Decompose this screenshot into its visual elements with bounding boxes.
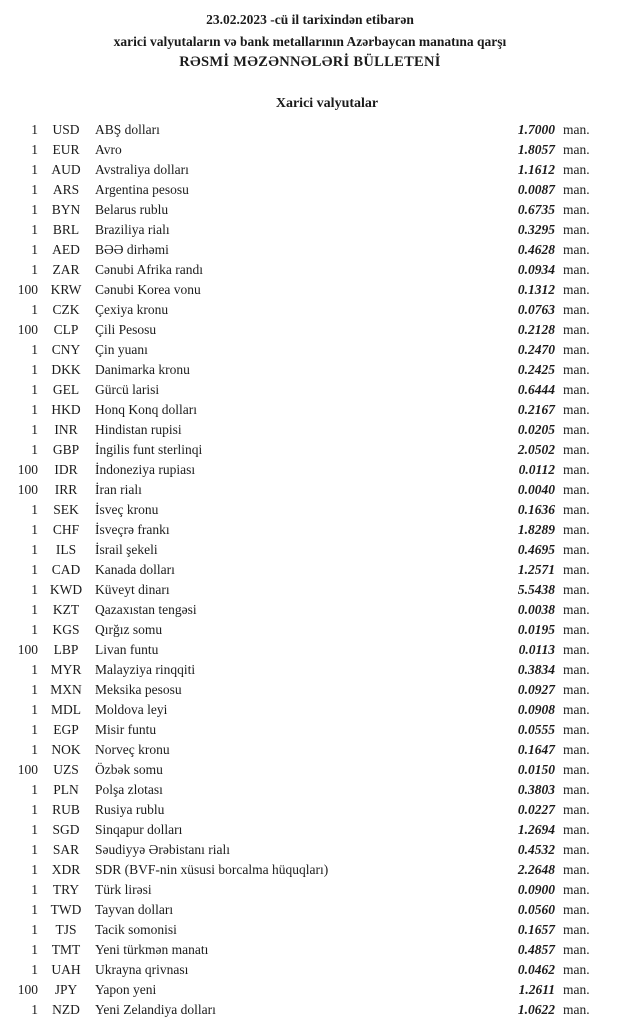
currency-name: Türk lirəsi xyxy=(95,882,152,897)
currency-name: ABŞ dolları xyxy=(95,122,160,137)
currency-unit: man. xyxy=(563,202,590,217)
currency-rate: 0.3834 xyxy=(517,662,555,677)
currency-code: KZT xyxy=(52,602,80,617)
currency-quantity: 100 xyxy=(17,282,38,297)
currency-quantity: 1 xyxy=(31,262,38,277)
currency-row xyxy=(0,780,620,800)
currency-code: ILS xyxy=(55,542,77,557)
currency-row xyxy=(0,300,620,320)
currency-name: Braziliya rialı xyxy=(95,222,170,237)
currency-rate: 1.0622 xyxy=(517,1002,555,1017)
currency-quantity: 1 xyxy=(31,182,38,197)
currency-name: SDR (BVF-nin xüsusi borcalma hüquqları) xyxy=(95,862,329,877)
currency-unit: man. xyxy=(563,742,590,757)
currency-row xyxy=(0,420,620,440)
currency-row xyxy=(0,920,620,940)
currency-code: EUR xyxy=(52,142,80,157)
currency-name: BƏƏ dirhəmi xyxy=(95,242,169,257)
currency-name: İsveç kronu xyxy=(95,502,159,517)
currency-rate: 0.0763 xyxy=(517,302,555,317)
currency-rate: 0.0560 xyxy=(517,902,555,917)
currency-row xyxy=(0,440,620,460)
currency-unit: man. xyxy=(563,322,590,337)
currency-code: XDR xyxy=(51,862,81,877)
currency-quantity: 1 xyxy=(31,942,38,957)
currency-rate: 1.2694 xyxy=(517,822,555,837)
currency-rate: 0.0227 xyxy=(517,802,555,817)
currency-rate: 0.1647 xyxy=(517,742,555,757)
currency-unit: man. xyxy=(563,822,590,837)
currency-rate: 2.0502 xyxy=(517,442,555,457)
currency-quantity: 1 xyxy=(31,122,38,137)
currency-name: Qazaxıstan tengəsi xyxy=(95,602,197,617)
currency-row xyxy=(0,360,620,380)
currency-name: Danimarka kronu xyxy=(95,362,190,377)
currency-name: İndoneziya rupiası xyxy=(95,462,196,477)
currency-rate: 0.4857 xyxy=(517,942,555,957)
currency-quantity: 1 xyxy=(31,302,38,317)
currency-quantity: 1 xyxy=(31,582,38,597)
currency-row xyxy=(0,220,620,240)
currency-code: KWD xyxy=(49,582,83,597)
currency-name: Küveyt dinarı xyxy=(95,582,170,597)
currency-unit: man. xyxy=(563,542,590,557)
currency-rate: 0.0195 xyxy=(517,622,555,637)
currency-code: SEK xyxy=(53,502,79,517)
currency-quantity: 1 xyxy=(31,1002,38,1017)
currency-rate: 0.0462 xyxy=(517,962,555,977)
currency-quantity: 1 xyxy=(31,782,38,797)
currency-name: Belarus rublu xyxy=(95,202,169,217)
currency-quantity: 1 xyxy=(31,922,38,937)
currency-quantity: 1 xyxy=(31,902,38,917)
currency-quantity: 1 xyxy=(31,362,38,377)
currency-name: Gürcü larisi xyxy=(95,382,160,397)
currency-row xyxy=(0,540,620,560)
currency-unit: man. xyxy=(563,462,590,477)
currency-quantity: 1 xyxy=(31,422,38,437)
currency-row xyxy=(0,600,620,620)
currency-code: PLN xyxy=(53,782,79,797)
currency-code: BYN xyxy=(51,202,81,217)
currency-quantity: 1 xyxy=(31,342,38,357)
currency-name: Kanada dolları xyxy=(95,562,175,577)
currency-name: Çexiya kronu xyxy=(95,302,169,317)
currency-unit: man. xyxy=(563,342,590,357)
currency-code: MXN xyxy=(50,682,82,697)
currency-row xyxy=(0,280,620,300)
currency-code: GEL xyxy=(52,382,80,397)
currency-quantity: 1 xyxy=(31,962,38,977)
currency-row xyxy=(0,180,620,200)
currency-rate: 0.0038 xyxy=(517,602,555,617)
currency-name: Yeni türkmən manatı xyxy=(95,942,209,957)
currency-unit: man. xyxy=(563,842,590,857)
currency-name: Honq Konq dolları xyxy=(95,402,197,417)
currency-row xyxy=(0,800,620,820)
currency-row xyxy=(0,680,620,700)
currency-rate: 0.2470 xyxy=(517,342,555,357)
currency-rate: 1.8289 xyxy=(517,522,555,537)
currency-rate: 0.1636 xyxy=(517,502,555,517)
currency-name: Polşa zlotası xyxy=(95,782,163,797)
currency-code: SGD xyxy=(52,822,80,837)
currency-name: Livan funtu xyxy=(95,642,159,657)
currency-rate: 0.0113 xyxy=(518,642,555,657)
currency-quantity: 1 xyxy=(31,682,38,697)
currency-row xyxy=(0,820,620,840)
currency-row xyxy=(0,860,620,880)
currency-quantity: 100 xyxy=(17,322,38,337)
currency-row xyxy=(0,840,620,860)
currency-rate: 0.0087 xyxy=(517,182,555,197)
currency-row xyxy=(0,760,620,780)
currency-unit: man. xyxy=(563,622,590,637)
currency-quantity: 1 xyxy=(31,602,38,617)
currency-name: Qırğız somu xyxy=(95,622,163,637)
currency-row xyxy=(0,660,620,680)
currency-quantity: 1 xyxy=(31,202,38,217)
currency-unit: man. xyxy=(563,122,590,137)
currency-row xyxy=(0,500,620,520)
currency-unit: man. xyxy=(563,222,590,237)
currency-name: Avro xyxy=(95,142,122,157)
currency-quantity: 100 xyxy=(17,482,38,497)
currency-rate: 0.6735 xyxy=(517,202,555,217)
currency-code: HKD xyxy=(51,402,81,417)
currency-name: İngilis funt sterlinqi xyxy=(95,442,203,457)
currency-rate: 0.4532 xyxy=(517,842,555,857)
currency-name: Rusiya rublu xyxy=(95,802,165,817)
currency-row xyxy=(0,140,620,160)
currency-name: Avstraliya dolları xyxy=(95,162,189,177)
currency-row xyxy=(0,1000,620,1020)
currency-quantity: 1 xyxy=(31,802,38,817)
currency-rate: 0.1657 xyxy=(517,922,555,937)
currency-row xyxy=(0,940,620,960)
currency-rate: 5.5438 xyxy=(517,582,555,597)
currency-rate: 1.2571 xyxy=(517,562,555,577)
currency-quantity: 1 xyxy=(31,742,38,757)
currency-quantity: 100 xyxy=(17,982,38,997)
currency-unit: man. xyxy=(563,442,590,457)
currency-code: TJS xyxy=(55,922,77,937)
currency-name: Misir funtu xyxy=(95,722,157,737)
currency-unit: man. xyxy=(563,502,590,517)
currency-quantity: 1 xyxy=(31,862,38,877)
currency-name: Özbək somu xyxy=(95,762,163,777)
currency-row xyxy=(0,320,620,340)
currency-quantity: 1 xyxy=(31,382,38,397)
currency-unit: man. xyxy=(563,482,590,497)
currency-code: ARS xyxy=(52,182,80,197)
currency-quantity: 1 xyxy=(31,222,38,237)
currency-rate: 1.7000 xyxy=(517,122,555,137)
section-title-foreign-currencies: Xarici valyutalar xyxy=(275,96,379,111)
currency-unit: man. xyxy=(563,602,590,617)
currency-row xyxy=(0,380,620,400)
currency-unit: man. xyxy=(563,1002,590,1017)
currency-rate: 0.2425 xyxy=(517,362,555,377)
currency-row xyxy=(0,580,620,600)
currency-code: IRR xyxy=(54,482,78,497)
effective-date-line: 23.02.2023 -cü il tarixindən etibarən xyxy=(206,12,414,27)
currency-quantity: 1 xyxy=(31,142,38,157)
currency-row xyxy=(0,400,620,420)
currency-quantity: 1 xyxy=(31,402,38,417)
currency-rate: 0.0927 xyxy=(517,682,555,697)
currency-rate: 1.1612 xyxy=(517,162,555,177)
currency-name: Tacik somonisi xyxy=(95,922,177,937)
currency-name: Səudiyyə Ərəbistanı rialı xyxy=(95,842,230,857)
currency-unit: man. xyxy=(563,942,590,957)
currency-row xyxy=(0,900,620,920)
currency-code: CAD xyxy=(51,562,81,577)
currency-quantity: 1 xyxy=(31,542,38,557)
currency-code: TMT xyxy=(51,942,81,957)
currency-quantity: 1 xyxy=(31,162,38,177)
currency-quantity: 1 xyxy=(31,502,38,517)
currency-row xyxy=(0,880,620,900)
currency-code: CLP xyxy=(53,322,79,337)
currency-name: İran rialı xyxy=(95,482,142,497)
currency-unit: man. xyxy=(563,262,590,277)
currency-unit: man. xyxy=(563,362,590,377)
currency-code: IDR xyxy=(54,462,78,477)
currency-rate: 0.2128 xyxy=(517,322,555,337)
currency-unit: man. xyxy=(563,662,590,677)
currency-name: Malayziya rinqqiti xyxy=(95,662,196,677)
currency-row xyxy=(0,520,620,540)
currency-rate: 0.3803 xyxy=(517,782,555,797)
currency-rate: 2.2648 xyxy=(517,862,555,877)
currency-row xyxy=(0,120,620,140)
currency-code: USD xyxy=(52,122,80,137)
currency-unit: man. xyxy=(563,522,590,537)
currency-code: MDL xyxy=(51,702,81,717)
currency-name: Cənubi Afrika randı xyxy=(95,262,203,277)
currency-rate: 0.0040 xyxy=(517,482,555,497)
currency-rate: 0.4695 xyxy=(517,542,555,557)
currency-quantity: 1 xyxy=(31,662,38,677)
currency-row xyxy=(0,260,620,280)
currency-unit: man. xyxy=(563,302,590,317)
currency-code: RUB xyxy=(52,802,80,817)
currency-row xyxy=(0,160,620,180)
currency-quantity: 1 xyxy=(31,702,38,717)
currency-rate: 0.0112 xyxy=(518,462,555,477)
currency-unit: man. xyxy=(563,562,590,577)
currency-name: İsrail şekeli xyxy=(95,542,158,557)
currency-unit: man. xyxy=(563,702,590,717)
currency-name: Meksika pesosu xyxy=(95,682,182,697)
currency-rate: 0.2167 xyxy=(517,402,555,417)
currency-name: Norveç kronu xyxy=(95,742,170,757)
currency-unit: man. xyxy=(563,802,590,817)
currency-code: DKK xyxy=(51,362,81,377)
currency-unit: man. xyxy=(563,962,590,977)
currency-rate: 0.0150 xyxy=(517,762,555,777)
currency-row xyxy=(0,240,620,260)
currency-unit: man. xyxy=(563,582,590,597)
currency-unit: man. xyxy=(563,142,590,157)
currency-unit: man. xyxy=(563,722,590,737)
currency-unit: man. xyxy=(563,182,590,197)
currency-name: Çili Pesosu xyxy=(95,322,157,337)
document-subtitle: xarici valyutaların və bank metallarının Azərbaycan manatına qarşı xyxy=(113,34,507,49)
currency-unit: man. xyxy=(563,982,590,997)
currency-unit: man. xyxy=(563,902,590,917)
currency-unit: man. xyxy=(563,282,590,297)
currency-name: Sinqapur dolları xyxy=(95,822,183,837)
currency-code: ZAR xyxy=(52,262,80,277)
currency-quantity: 1 xyxy=(31,442,38,457)
currency-name: İsveçrə frankı xyxy=(95,522,170,537)
currency-row xyxy=(0,720,620,740)
currency-code: EGP xyxy=(53,722,79,737)
currency-rate: 0.0908 xyxy=(517,702,555,717)
currency-unit: man. xyxy=(563,782,590,797)
currency-code: CZK xyxy=(52,302,80,317)
currency-row xyxy=(0,700,620,720)
currency-quantity: 1 xyxy=(31,242,38,257)
currency-unit: man. xyxy=(563,642,590,657)
currency-unit: man. xyxy=(563,862,590,877)
currency-rate: 1.2611 xyxy=(518,982,555,997)
currency-quantity: 1 xyxy=(31,722,38,737)
currency-code: INR xyxy=(54,422,78,437)
currency-quantity: 1 xyxy=(31,882,38,897)
currency-row xyxy=(0,560,620,580)
currency-row xyxy=(0,480,620,500)
currency-row xyxy=(0,200,620,220)
currency-unit: man. xyxy=(563,402,590,417)
currency-row xyxy=(0,980,620,1000)
currency-name: Tayvan dolları xyxy=(95,902,174,917)
currency-code: JPY xyxy=(54,982,78,997)
currency-code: NZD xyxy=(52,1002,80,1017)
currency-name: Moldova leyi xyxy=(95,702,168,717)
currency-name: Hindistan rupisi xyxy=(95,422,182,437)
currency-quantity: 1 xyxy=(31,622,38,637)
currency-quantity: 100 xyxy=(17,642,38,657)
currency-name: Yapon yeni xyxy=(95,982,157,997)
currency-code: UAH xyxy=(51,962,81,977)
currency-name: Çin yuanı xyxy=(95,342,148,357)
currency-unit: man. xyxy=(563,882,590,897)
currency-quantity: 100 xyxy=(17,762,38,777)
document-title: RƏSMİ MƏZƏNNƏLƏRİ BÜLLETENİ xyxy=(179,54,441,70)
currency-code: BRL xyxy=(52,222,80,237)
currency-quantity: 1 xyxy=(31,842,38,857)
currency-rate: 0.0934 xyxy=(517,262,555,277)
currency-row xyxy=(0,460,620,480)
currency-quantity: 1 xyxy=(31,522,38,537)
currency-code: UZS xyxy=(53,762,79,777)
currency-unit: man. xyxy=(563,922,590,937)
currency-unit: man. xyxy=(563,382,590,397)
currency-code: KRW xyxy=(50,282,82,297)
currency-quantity: 1 xyxy=(31,562,38,577)
currency-row xyxy=(0,960,620,980)
currency-code: LBP xyxy=(53,642,79,657)
currency-code: NOK xyxy=(51,742,81,757)
currency-code: TWD xyxy=(50,902,82,917)
currency-rate: 0.1312 xyxy=(517,282,555,297)
currency-row xyxy=(0,620,620,640)
currency-row xyxy=(0,740,620,760)
currency-rate: 1.8057 xyxy=(517,142,555,157)
currency-code: TRY xyxy=(52,882,80,897)
currency-name: Ukrayna qrivnası xyxy=(95,962,189,977)
currency-rate: 0.6444 xyxy=(517,382,555,397)
currency-code: AED xyxy=(52,242,80,257)
currency-rate: 0.0555 xyxy=(517,722,555,737)
currency-code: AUD xyxy=(51,162,81,177)
currency-rate: 0.4628 xyxy=(517,242,555,257)
currency-name: Yeni Zelandiya dolları xyxy=(95,1002,216,1017)
currency-quantity: 100 xyxy=(17,462,38,477)
currency-unit: man. xyxy=(563,682,590,697)
currency-unit: man. xyxy=(563,422,590,437)
currency-name: Argentina pesosu xyxy=(95,182,189,197)
currency-rate: 0.0900 xyxy=(517,882,555,897)
currency-rate: 0.0205 xyxy=(517,422,555,437)
currency-unit: man. xyxy=(563,242,590,257)
currency-code: GBP xyxy=(52,442,80,457)
currency-rate-table xyxy=(0,120,620,1020)
currency-row xyxy=(0,640,620,660)
currency-code: KGS xyxy=(52,622,80,637)
currency-unit: man. xyxy=(563,762,590,777)
currency-row xyxy=(0,340,620,360)
currency-name: Cənubi Korea vonu xyxy=(95,282,201,297)
currency-code: SAR xyxy=(52,842,80,857)
currency-code: CHF xyxy=(52,522,80,537)
currency-unit: man. xyxy=(563,162,590,177)
currency-code: CNY xyxy=(51,342,81,357)
currency-rate: 0.3295 xyxy=(517,222,555,237)
document-header xyxy=(0,9,620,73)
currency-code: MYR xyxy=(50,662,82,677)
currency-quantity: 1 xyxy=(31,822,38,837)
